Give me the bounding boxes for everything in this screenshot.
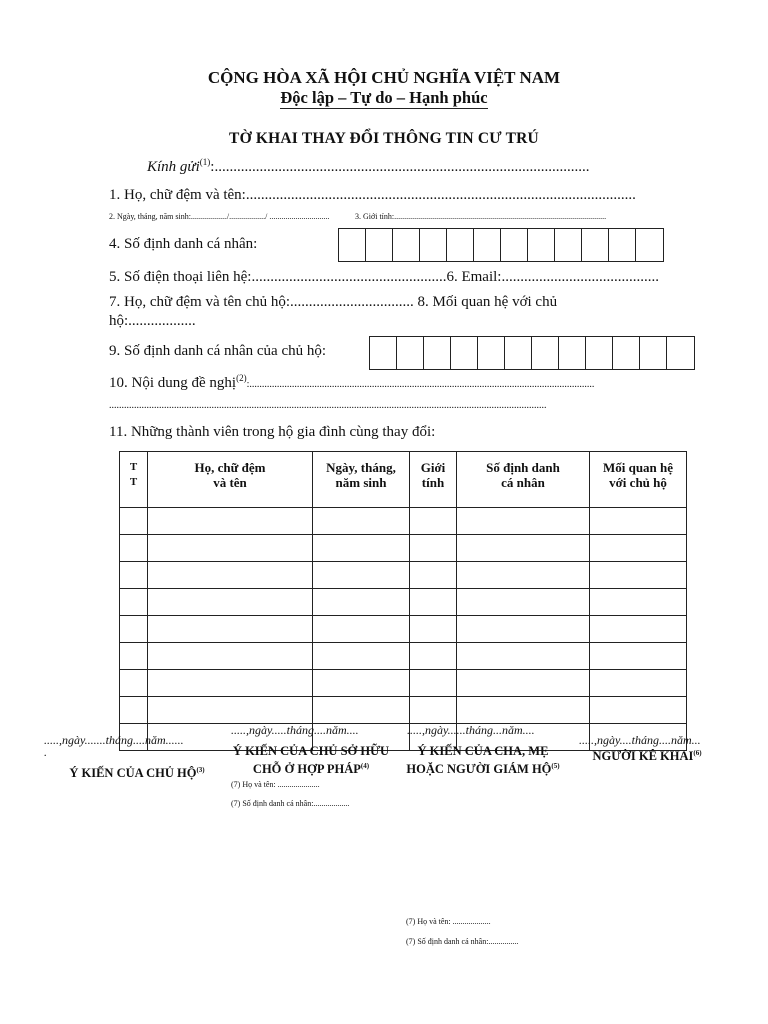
id-digit-box[interactable] — [532, 337, 559, 369]
request-dots: :.......................................................................................................................................... — [246, 379, 595, 390]
cell-id[interactable] — [457, 535, 590, 562]
sig3-name-field[interactable]: (7) Họ và tên: ................... — [406, 917, 491, 926]
cell-name[interactable] — [148, 508, 313, 535]
sig1-dot: . — [44, 745, 47, 759]
cell-relationship[interactable] — [590, 508, 687, 535]
col-header-birthdate: Ngày, tháng, năm sinh — [313, 452, 410, 508]
sig3-title-text: Ý KIẾN CỦA CHA, MẸ HOẶC NGƯỜI GIÁM HỘ — [406, 744, 552, 777]
table-row — [120, 508, 687, 535]
cell-gender[interactable] — [410, 562, 457, 589]
cell-gender[interactable] — [410, 589, 457, 616]
cell-index[interactable] — [120, 508, 148, 535]
cell-birthdate[interactable] — [313, 643, 410, 670]
cell-id[interactable] — [457, 508, 590, 535]
id-digit-box[interactable] — [424, 337, 451, 369]
sig3-date: .....,ngày......tháng...năm.... — [407, 723, 535, 737]
cell-id[interactable] — [457, 589, 590, 616]
sig3-footnote: (5) — [551, 762, 560, 770]
id-digit-box[interactable] — [474, 229, 501, 261]
sig1-date: .....,ngày.......tháng....năm...... — [44, 733, 184, 747]
cell-name[interactable] — [148, 535, 313, 562]
table-header-row — [120, 452, 687, 508]
cell-id[interactable] — [457, 643, 590, 670]
members-heading: 11. Những thành viên trong hộ gia đình cùng thay đổi: — [109, 424, 436, 440]
cell-birthdate[interactable] — [313, 562, 410, 589]
full-name-field[interactable]: 1. Họ, chữ đệm và tên:........................................................................................................ — [109, 187, 636, 203]
sig3-title — [398, 744, 568, 777]
sig4-title-text: NGƯỜI KÊ KHAI — [592, 749, 694, 764]
birth-date-field[interactable]: 2. Ngày, tháng, năm sinh:................../................../ .............................. — [109, 212, 330, 221]
request-label: 10. Nội dung đề nghị — [109, 375, 237, 391]
table-row — [120, 535, 687, 562]
sig2-title-text: Ý KIẾN CỦA CHỦ SỞ HỮU CHỖ Ở HỢP PHÁP — [232, 744, 390, 777]
col-header-relationship: Mối quan hệ với chủ hộ — [590, 452, 687, 508]
sig1-title-text: Ý KIẾN CỦA CHỦ HỘ — [69, 766, 197, 781]
motto-text: Độc lập – Tự do – Hạnh phúc — [280, 88, 488, 107]
id-digit-box[interactable] — [555, 229, 582, 261]
table-row — [120, 562, 687, 589]
id-digit-box[interactable] — [528, 229, 555, 261]
sig4-footnote: (6) — [693, 749, 702, 757]
table-row — [120, 589, 687, 616]
cell-id[interactable] — [457, 616, 590, 643]
sig4-title — [572, 746, 722, 764]
recipient-label: Kính gửi — [147, 159, 200, 175]
cell-relationship[interactable] — [590, 697, 687, 724]
cell-name[interactable] — [148, 670, 313, 697]
cell-birthdate[interactable] — [313, 535, 410, 562]
id-digit-box[interactable] — [420, 229, 447, 261]
table-row — [120, 697, 687, 724]
personal-id-boxes[interactable] — [338, 228, 664, 262]
cell-relationship[interactable] — [590, 535, 687, 562]
id-digit-box[interactable] — [366, 229, 393, 261]
sig1-footnote: (3) — [196, 766, 205, 774]
sig2-date: .....,ngày.....tháng....năm.... — [231, 723, 359, 737]
id-digit-box[interactable] — [501, 229, 528, 261]
table-row — [120, 616, 687, 643]
cell-relationship[interactable] — [590, 589, 687, 616]
id-digit-box[interactable] — [447, 229, 474, 261]
cell-gender[interactable] — [410, 697, 457, 724]
cell-name[interactable] — [148, 589, 313, 616]
cell-birthdate[interactable] — [313, 589, 410, 616]
request-content-field[interactable] — [109, 373, 694, 392]
cell-index[interactable] — [120, 643, 148, 670]
cell-birthdate[interactable] — [313, 697, 410, 724]
cell-index[interactable] — [120, 697, 148, 724]
cell-index[interactable] — [120, 670, 148, 697]
col-header-id: Số định danh cá nhân — [457, 452, 590, 508]
sig3-id-field[interactable]: (7) Số định danh cá nhân:............... — [406, 937, 519, 946]
members-table-body — [120, 508, 687, 751]
members-table — [119, 451, 687, 751]
cell-name[interactable] — [148, 616, 313, 643]
cell-gender[interactable] — [410, 535, 457, 562]
form-title: TỜ KHAI THAY ĐỔI THÔNG TIN CƯ TRÚ — [229, 130, 539, 147]
id-digit-box[interactable] — [451, 337, 478, 369]
cell-relationship[interactable] — [590, 562, 687, 589]
cell-birthdate[interactable] — [313, 616, 410, 643]
sig1-title — [57, 763, 217, 781]
id-digit-box[interactable] — [613, 337, 640, 369]
cell-name[interactable] — [148, 562, 313, 589]
recipient-dots: :.................................................................................................... — [210, 159, 590, 175]
nation-heading: CỘNG HÒA XÃ HỘI CHỦ NGHĨA VIỆT NAM — [207, 68, 561, 87]
cell-name[interactable] — [148, 697, 313, 724]
cell-relationship[interactable] — [590, 616, 687, 643]
cell-index[interactable] — [120, 616, 148, 643]
cell-gender[interactable] — [410, 670, 457, 697]
cell-index[interactable] — [120, 589, 148, 616]
recipient-footnote: (1) — [199, 157, 211, 167]
table-row — [120, 643, 687, 670]
id-digit-box[interactable] — [636, 229, 663, 261]
cell-id[interactable] — [457, 670, 590, 697]
request-content-line2[interactable]: ............................................................................................................................................................................... — [109, 400, 547, 411]
cell-id[interactable] — [457, 562, 590, 589]
id-digit-box[interactable] — [667, 337, 694, 369]
id-digit-box[interactable] — [478, 337, 505, 369]
cell-gender[interactable] — [410, 508, 457, 535]
household-head-name-field[interactable]: 7. Họ, chữ đệm và tên chủ hộ:................................. 8. Mối quan hệ với chủ — [109, 294, 558, 310]
cell-gender[interactable] — [410, 643, 457, 670]
id-digit-box[interactable] — [640, 337, 667, 369]
id-digit-box[interactable] — [609, 229, 636, 261]
id-digit-box[interactable] — [582, 229, 609, 261]
id-digit-box[interactable] — [505, 337, 532, 369]
sig4-date: .....,ngày....tháng....năm... — [579, 733, 701, 747]
cell-index[interactable] — [120, 535, 148, 562]
id-digit-box[interactable] — [586, 337, 613, 369]
col-header-name: Họ, chữ đệm và tên — [148, 452, 313, 508]
cell-name[interactable] — [148, 643, 313, 670]
request-footnote: (2) — [236, 373, 247, 383]
recipient-line[interactable] — [147, 157, 589, 176]
cell-relationship[interactable] — [590, 670, 687, 697]
sig2-footnote: (4) — [360, 762, 370, 770]
id-digit-box[interactable] — [559, 337, 586, 369]
col-header-index: T T — [120, 452, 148, 508]
table-row — [120, 670, 687, 697]
sig2-name-field[interactable]: (7) Họ và tên: ..................... — [231, 780, 320, 789]
personal-id-label: 4. Số định danh cá nhân: — [109, 236, 258, 252]
cell-index[interactable] — [120, 562, 148, 589]
sig2-id-field[interactable]: (7) Số định danh cá nhân:.................. — [231, 799, 350, 808]
id-digit-box[interactable] — [397, 337, 424, 369]
id-digit-box[interactable] — [370, 337, 397, 369]
head-id-label: 9. Số định danh cá nhân của chủ hộ: — [109, 343, 327, 359]
cell-gender[interactable] — [410, 616, 457, 643]
cell-relationship[interactable] — [590, 643, 687, 670]
sig2-title — [226, 744, 396, 777]
id-digit-box[interactable] — [393, 229, 420, 261]
id-digit-box[interactable] — [339, 229, 366, 261]
cell-id[interactable] — [457, 697, 590, 724]
col-header-gender: Giới tính — [410, 452, 457, 508]
gender-field[interactable]: 3. Giới tính:.......................................................................................................... — [355, 212, 607, 221]
cell-birthdate[interactable] — [313, 508, 410, 535]
relationship-field[interactable]: hộ:.................. — [109, 313, 196, 329]
cell-birthdate[interactable] — [313, 670, 410, 697]
phone-email-field[interactable]: 5. Số điện thoại liên hệ:....................................................6. Email:.......................................... — [109, 269, 659, 285]
head-id-boxes[interactable] — [369, 336, 695, 370]
motto-heading — [0, 88, 768, 108]
